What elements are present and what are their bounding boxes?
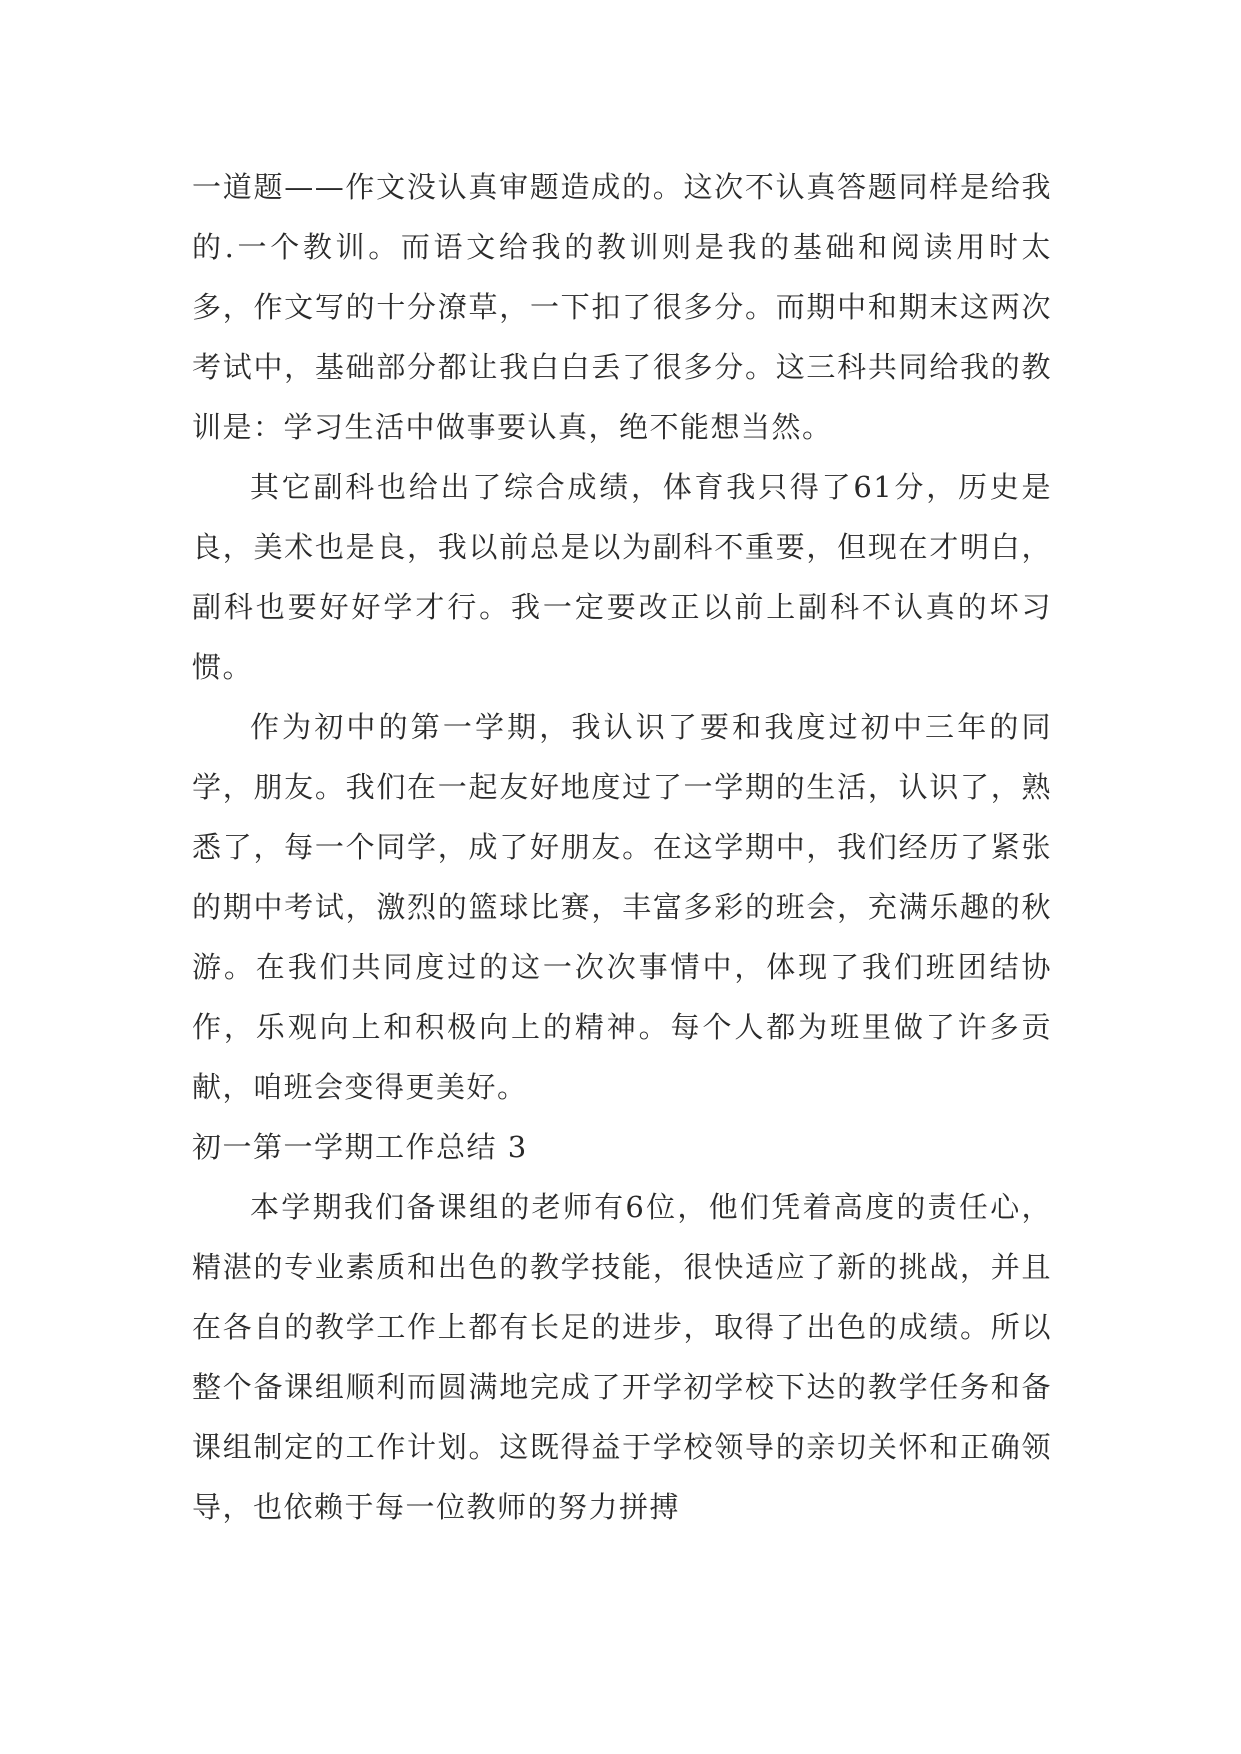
paragraph-minor-subjects: 其它副科也给出了综合成绩，体育我只得了61分，历史是良，美术也是良，我以前总是以为副科不重要，但现在才明白，副科也要好好学才行。我一定要改正以前上副科不认真的坏习惯。 — [192, 470, 1052, 684]
paragraph-lessons-learned: 一道题——作文没认真审题造成的。这次不认真答题同样是给我的.一个教训。而语文给我的教训则是我的基础和阅读用时太多，作文写的十分潦草，一下扣了很多分。而期中和期末这两次考试中，基础部分都让我白白丢了很多分。这三科共同给我的教训是：学习生活中做事要认真，绝不能想当然。 — [192, 170, 1052, 444]
document-body — [192, 157, 1052, 1537]
paragraph-first-semester: 作为初中的第一学期，我认识了要和我度过初中三年的同学，朋友。我们在一起友好地度过了一学期的生活，认识了，熟悉了，每一个同学，成了好朋友。在这学期中，我们经历了紧张的期中考试，激烈的篮球比赛，丰富多彩的班会，充满乐趣的秋游。在我们共同度过的这一次次事情中，体现了我们班团结协作，乐观向上和积极向上的精神。每个人都为班里做了许多贡献，咱班会变得更美好。 — [192, 710, 1052, 1104]
section-heading: 初一第一学期工作总结 3 — [192, 1130, 528, 1164]
paragraph-teaching-group: 本学期我们备课组的老师有6位，他们凭着高度的责任心，精湛的专业素质和出色的教学技能，很快适应了新的挑战，并且在各自的教学工作上都有长足的进步，取得了出色的成绩。所以整个备课组顺利而圆满地完成了开学初学校下达的教学任务和备课组制定的工作计划。这既得益于学校领导的亲切关怀和正确领导，也依赖于每一位教师的努力拼搏 — [192, 1190, 1052, 1524]
